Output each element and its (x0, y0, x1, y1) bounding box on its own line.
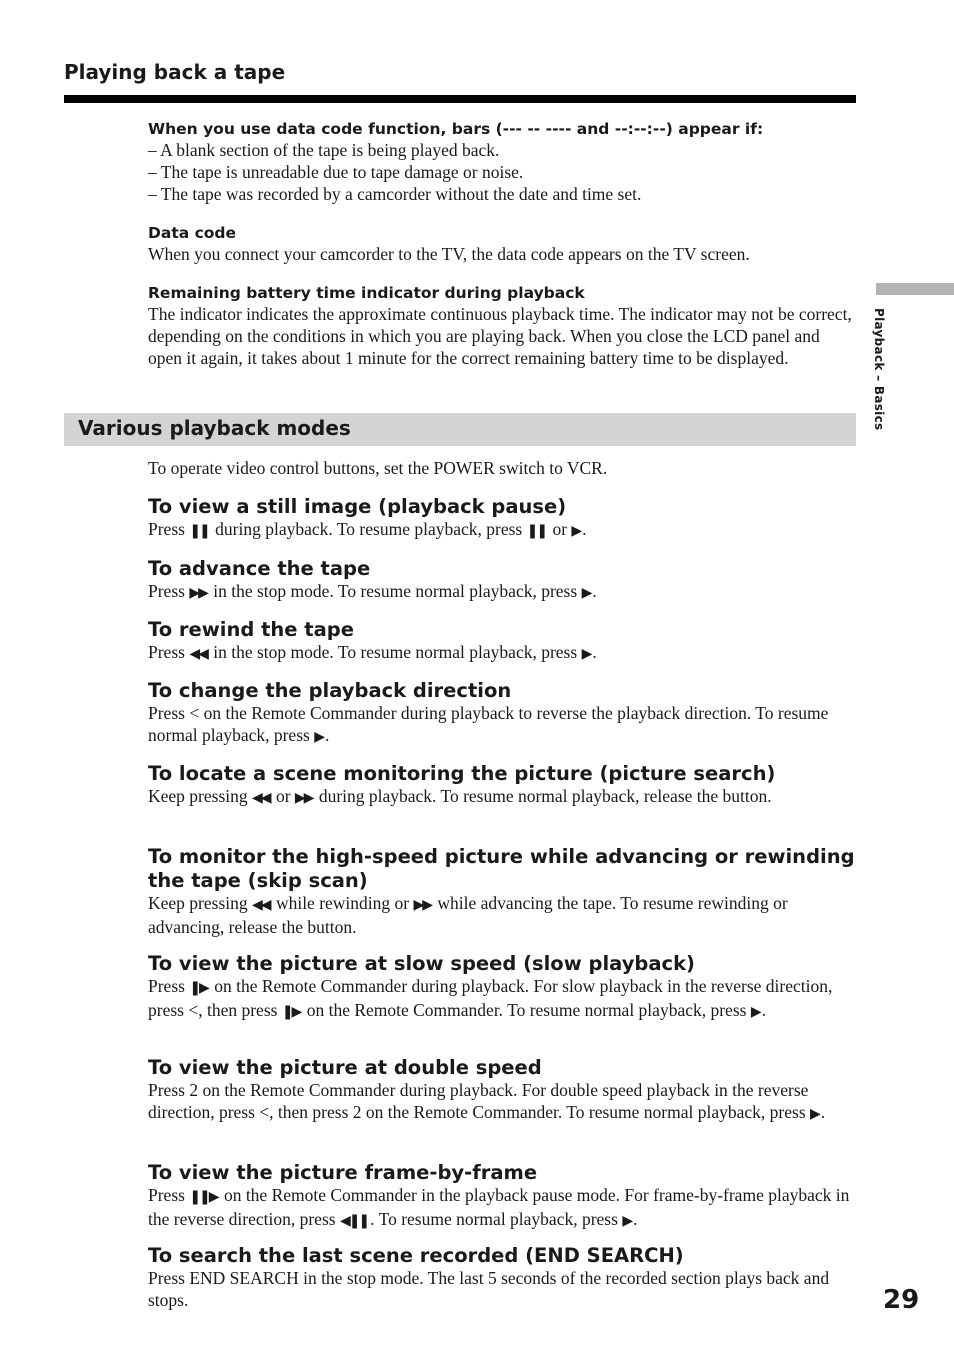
play-icon: ▶ (750, 1003, 760, 1020)
side-tab-marker (876, 283, 954, 295)
note-bars (148, 119, 856, 205)
section-band (64, 413, 856, 446)
mode-end-search-title: To search the last scene recorded (END SEARCH) (148, 1244, 684, 1267)
pause-icon: ❚❚ (189, 523, 209, 539)
mode-end-search (148, 1244, 856, 1312)
slow-icon: ❚▶ (189, 980, 208, 996)
section-title: Various playback modes (78, 416, 351, 440)
reverse-icon: < (259, 1101, 270, 1122)
play-icon: ▶ (581, 646, 591, 662)
mode-search-text: Keep pressing ◀◀ or ▶▶ during playback. To resume normal playback, release the button. (148, 786, 772, 806)
mode-frame-title: To view the picture frame-by-frame (148, 1161, 538, 1184)
mode-search (148, 762, 856, 810)
rewind-icon: ◀◀ (252, 790, 270, 806)
mode-advance-text: Press ▶▶ in the stop mode. To resume normal playback, press ▶ . (148, 581, 597, 601)
mode-skip (148, 845, 856, 939)
heading-rule (64, 95, 856, 103)
reverse-icon: < (189, 703, 200, 723)
fast-forward-icon: ▶▶ (294, 790, 313, 806)
note-data-code-title: Data code (148, 224, 237, 242)
note-data-code (148, 223, 856, 266)
reverse-icon: < (188, 999, 199, 1020)
play-icon: ▶ (622, 1212, 632, 1229)
note-battery-text: The indicator indicates the approximate continuous playback time. The indicator may not be correct, depending on the conditions in which you are playing back. When you close the LCD panel and open it again, it takes about 1 minute for the correct remaining battery time to be displayed. (148, 304, 852, 368)
fast-forward-icon: ▶▶ (413, 897, 432, 913)
play-icon: ▶ (314, 728, 323, 745)
mode-double-title: To view the picture at double speed (148, 1056, 542, 1079)
mode-still (148, 495, 856, 543)
play-icon: ▶ (571, 523, 581, 539)
mode-advance-title: To advance the tape (148, 557, 371, 580)
mode-skip-title: To monitor the high-speed picture while advancing or rewinding the tape (skip scan) (148, 845, 855, 892)
mode-direction (148, 679, 856, 749)
mode-end-search-text: Press END SEARCH in the stop mode. The last 5 seconds of the recorded section plays back and stops. (148, 1268, 830, 1310)
note-bars-line-1: – A blank section of the tape is being played back. (148, 140, 500, 160)
note-bars-line-2: – The tape is unreadable due to tape damage or noise. (148, 161, 524, 182)
note-data-code-text: When you connect your camcorder to the TV, the data code appears on the TV screen. (148, 244, 750, 264)
mode-direction-text: Press < on the Remote Commander during playback to reverse the playback direction. To resume normal playback, press ▶ . (148, 703, 829, 745)
page-heading: Playing back a tape (64, 60, 286, 84)
mode-rewind-text: Press ◀◀ in the stop mode. To resume normal playback, press ▶ . (148, 642, 597, 662)
rewind-icon: ◀◀ (252, 897, 270, 913)
mode-direction-title: To change the playback direction (148, 679, 512, 702)
section-intro-text: To operate video control buttons, set the POWER switch to VCR. (148, 458, 608, 478)
note-battery-title: Remaining battery time indicator during playback (148, 284, 585, 302)
note-bars-title: When you use data code function, bars (--- -- ---- and --:--:--) appear if: (148, 120, 764, 138)
mode-slow (148, 952, 856, 1024)
mode-frame (148, 1161, 856, 1233)
play-icon: ▶ (581, 585, 591, 601)
frame-reverse-icon: ◀❚❚ (339, 1212, 369, 1229)
mode-slow-text: Press ❚▶ on the Remote Commander during playback. For slow playback in the reverse direction, press <, then press ❚▶ on the Remote Commander. To resume normal playback, press ▶ . (148, 976, 833, 1020)
mode-rewind (148, 618, 856, 666)
page-number: 29 (883, 1285, 920, 1315)
mode-frame-text: Press ❚❚▶ on the Remote Commander in the playback pause mode. For frame-by-frame playback in the reverse direction, press ◀❚❚ . To resume normal playback, press ▶ . (148, 1185, 850, 1229)
side-section-label: Playback – Basics (872, 308, 886, 431)
note-battery (148, 283, 856, 369)
fast-forward-icon: ▶▶ (189, 585, 207, 601)
mode-slow-title: To view the picture at slow speed (slow playback) (148, 952, 695, 975)
mode-double-text: Press 2 on the Remote Commander during playback. For double speed playback in the reverse direction, press <, then press 2 on the Remote Commander. To resume normal playback, press ▶ . (148, 1080, 826, 1122)
mode-double (148, 1056, 856, 1126)
mode-still-text: Press ❚❚ during playback. To resume playback, press ❚❚ or ▶ . (148, 519, 587, 539)
mode-still-title: To view a still image (playback pause) (148, 495, 567, 518)
rewind-icon: ◀◀ (189, 646, 207, 662)
mode-advance (148, 557, 856, 605)
play-icon: ▶ (810, 1105, 819, 1122)
mode-rewind-title: To rewind the tape (148, 618, 354, 641)
slow-icon: ❚▶ (281, 1003, 301, 1020)
note-bars-line-3: – The tape was recorded by a camcorder without the date and time set. (148, 183, 642, 204)
frame-forward-icon: ❚❚▶ (189, 1189, 218, 1205)
mode-skip-text: Keep pressing ◀◀ while rewinding or ▶▶ while advancing the tape. To resume rewinding or advancing, release the button. (148, 893, 788, 937)
section-intro (148, 458, 856, 480)
mode-search-title: To locate a scene monitoring the picture (picture search) (148, 762, 776, 785)
pause-icon: ❚❚ (526, 523, 547, 539)
